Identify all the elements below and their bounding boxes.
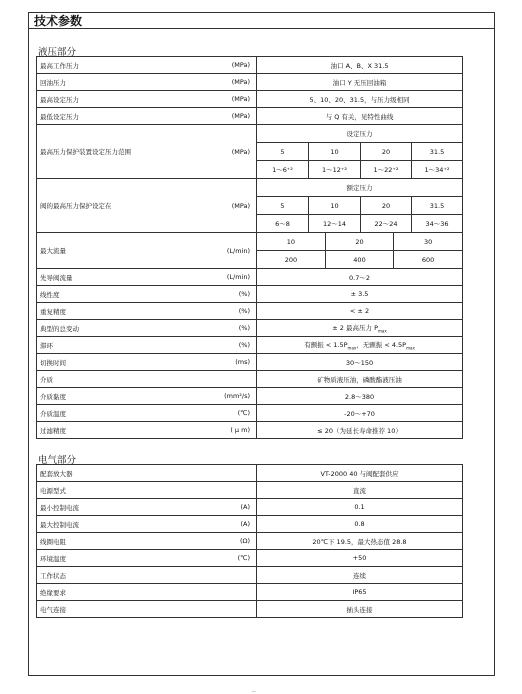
table-row: [37, 601, 463, 618]
nominal-size: 30: [394, 233, 462, 251]
param-name: 最高工作压力: [37, 57, 183, 74]
param-unit: (MPa): [183, 57, 257, 74]
param-value: 插头连接: [257, 601, 463, 618]
electrical-table: [36, 464, 463, 618]
param-name: 最小控制电流: [37, 499, 183, 516]
pressure-level: 10: [309, 143, 361, 161]
param-name: 最低设定压力: [37, 108, 183, 125]
param-value: 油口 A、B、X 31.5: [257, 57, 463, 74]
param-unit: (MPa): [183, 74, 257, 91]
table-row: [37, 125, 463, 143]
pressure-range: 1～6⁺²: [257, 161, 309, 179]
param-value: VT-2000 40 与阀配套供应: [257, 465, 463, 482]
param-name: 最大控制电流: [37, 516, 183, 533]
value-text: 有颤振 < 1.5P: [304, 340, 348, 349]
param-value: 0.8: [257, 516, 463, 533]
flow-value: 400: [325, 251, 393, 269]
param-name: 绝缘要求: [37, 584, 183, 601]
param-unit: (%): [183, 286, 257, 303]
nominal-size: 10: [257, 233, 325, 251]
pressure-level: 31.5: [412, 197, 463, 215]
param-value: 与 Q 有关，见特性曲线: [257, 108, 463, 125]
flow-subtable: [257, 233, 462, 268]
pressure-range: 12～14: [309, 215, 361, 233]
pressure-level: 5: [257, 197, 309, 215]
table-row: [37, 388, 463, 405]
flow-value: 200: [257, 251, 325, 269]
value-text: ± 2 最高压力 P: [332, 323, 378, 332]
param-name: 切换时间: [37, 354, 183, 371]
table-row: [37, 286, 463, 303]
table-row: [37, 320, 463, 337]
param-name: 电源型式: [37, 482, 183, 499]
param-name: 最大流量: [37, 233, 183, 269]
param-name: 电气连接: [37, 601, 183, 618]
param-name: 介质温度: [37, 405, 183, 422]
param-value: 0.7～2: [257, 269, 463, 286]
param-value: 连续: [257, 567, 463, 584]
table-row: [37, 499, 463, 516]
param-value: ± 3.5: [257, 286, 463, 303]
param-value: 直流: [257, 482, 463, 499]
table-row: [37, 179, 463, 197]
param-unit: (Ω): [183, 533, 257, 550]
pressure-range: 1～22⁺²: [361, 161, 412, 179]
table-row: [37, 233, 463, 269]
param-unit: (%): [183, 320, 257, 337]
table-row: [37, 57, 463, 74]
param-unit: (MPa): [183, 108, 257, 125]
table-row: [37, 422, 463, 439]
table-row: [37, 108, 463, 125]
param-name: 过滤精度: [37, 422, 183, 439]
param-name: 最高压力保护装置设定压力范围: [37, 125, 183, 179]
table-row: [37, 337, 463, 354]
param-name: 环境温度: [37, 550, 183, 567]
hydraulic-table: [36, 56, 463, 439]
param-value: -20～+70: [257, 405, 463, 422]
value-subscript: max: [378, 328, 387, 334]
param-unit: (%): [183, 337, 257, 354]
pressure-range: 6～8: [257, 215, 309, 233]
flow-value: 600: [394, 251, 462, 269]
table-row: [37, 533, 463, 550]
param-unit: [183, 465, 257, 482]
table-row: [37, 516, 463, 533]
param-value: IP65: [257, 584, 463, 601]
param-unit: [183, 482, 257, 499]
param-unit: (MPa): [183, 125, 257, 179]
table-row: [37, 584, 463, 601]
param-value: 5、10、20、31.5，与压力级相同: [257, 91, 463, 108]
pressure-range: 34～36: [412, 215, 463, 233]
pressure-level: 31.5: [412, 143, 463, 161]
value-subscript: max: [347, 345, 357, 351]
param-value: 2.8～380: [257, 388, 463, 405]
param-unit: ( μ m): [183, 422, 257, 439]
param-value: [257, 337, 463, 354]
table-row: [37, 567, 463, 584]
param-value: 油口 Y 无压回油箱: [257, 74, 463, 91]
param-unit: (mm²/s): [183, 388, 257, 405]
param-name: 最高设定压力: [37, 91, 183, 108]
table-row: [37, 91, 463, 108]
param-unit: (ms): [183, 354, 257, 371]
param-name: 配套放大器: [37, 465, 183, 482]
param-unit: [183, 584, 257, 601]
param-unit: [183, 371, 257, 388]
table-row: [37, 482, 463, 499]
param-unit: (A): [183, 516, 257, 533]
param-name: 先导阀流量: [37, 269, 183, 286]
param-name: 介质: [37, 371, 183, 388]
param-value: +50: [257, 550, 463, 567]
param-name: 线圈电阻: [37, 533, 183, 550]
param-unit: (℃): [183, 550, 257, 567]
pressure-level: 5: [257, 143, 309, 161]
page-title: 技术参数: [34, 14, 83, 28]
param-name: 典型的总变动: [37, 320, 183, 337]
param-unit: (℃): [183, 405, 257, 422]
param-name: 回油压力: [37, 74, 183, 91]
hydraulic-heading: 液压部分: [38, 47, 77, 58]
param-unit: [183, 567, 257, 584]
subtable-header: 额定压力: [257, 179, 463, 197]
table-row: [37, 465, 463, 482]
pressure-level: 10: [309, 197, 361, 215]
table-row: [37, 371, 463, 388]
flow-cell: [257, 233, 463, 269]
param-name: 线性度: [37, 286, 183, 303]
table-row: [37, 354, 463, 371]
pressure-level: 20: [361, 143, 412, 161]
table-row: [37, 550, 463, 567]
param-value: ≤ 20（为延长寿命推荐 10）: [257, 422, 463, 439]
param-name: 滞环: [37, 337, 183, 354]
param-unit: (L/min): [183, 233, 257, 269]
param-unit: [183, 601, 257, 618]
param-name: 工作状态: [37, 567, 183, 584]
table-row: [37, 269, 463, 286]
param-unit: (MPa): [183, 179, 257, 233]
param-unit: (A): [183, 499, 257, 516]
table-row: [37, 74, 463, 91]
value-text: ，无颤振 < 4.5P: [356, 340, 407, 349]
pressure-range: 22～24: [361, 215, 412, 233]
pressure-range: 1～34⁺²: [412, 161, 463, 179]
electrical-heading: 电气部分: [38, 455, 77, 466]
title-divider: [28, 28, 495, 29]
subtable-header: 设定压力: [257, 125, 463, 143]
param-value: 矿物质液压油，磷酸酯液压油: [257, 371, 463, 388]
param-name: 阀的最高压力保护设定在: [37, 179, 183, 233]
param-value: 30～150: [257, 354, 463, 371]
value-subscript: max: [406, 345, 415, 351]
param-value: [257, 320, 463, 337]
param-unit: (%): [183, 303, 257, 320]
param-unit: (MPa): [183, 91, 257, 108]
param-name: 介质黏度: [37, 388, 183, 405]
param-value: 0.1: [257, 499, 463, 516]
table-row: [37, 303, 463, 320]
pressure-level: 20: [361, 197, 412, 215]
nominal-size: 20: [325, 233, 393, 251]
param-value: 20℃下 19.5，最大热态值 28.8: [257, 533, 463, 550]
param-name: 重复精度: [37, 303, 183, 320]
param-unit: (L/min): [183, 269, 257, 286]
pressure-range: 1～12⁺²: [309, 161, 361, 179]
table-row: [37, 405, 463, 422]
page-footer: ..: [252, 687, 256, 694]
param-value: < ± 2: [257, 303, 463, 320]
